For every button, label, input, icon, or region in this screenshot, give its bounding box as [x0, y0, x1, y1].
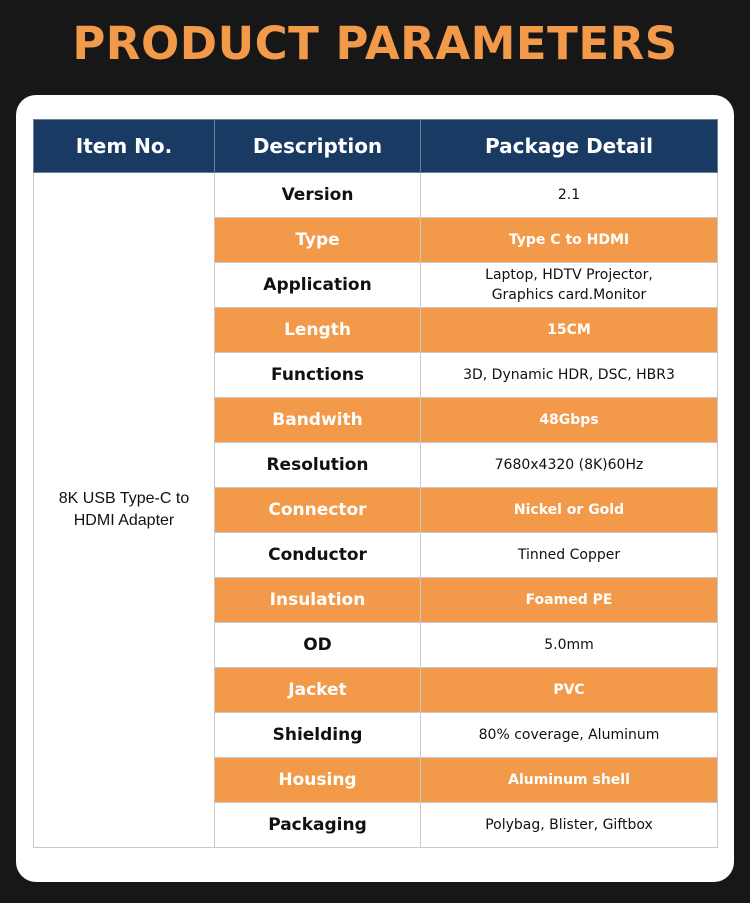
- param-name: Packaging: [215, 803, 421, 848]
- header-description: Description: [215, 120, 421, 173]
- param-value: PVC: [421, 668, 718, 713]
- table-row: [34, 173, 718, 218]
- param-name: Version: [215, 173, 421, 218]
- param-name: Functions: [215, 353, 421, 398]
- item-no-cell: 8K USB Type-C to HDMI Adapter: [34, 173, 215, 848]
- param-name: Resolution: [215, 443, 421, 488]
- param-value: Type C to HDMI: [421, 218, 718, 263]
- param-name: Connector: [215, 488, 421, 533]
- param-value: [421, 263, 718, 308]
- param-value-line: Laptop, HDTV Projector,: [485, 267, 653, 283]
- param-name: Insulation: [215, 578, 421, 623]
- param-name: Length: [215, 308, 421, 353]
- param-value: 5.0mm: [421, 623, 718, 668]
- table-header-row: [34, 120, 718, 173]
- header-package-detail: Package Detail: [421, 120, 718, 173]
- param-value: Foamed PE: [421, 578, 718, 623]
- param-value: 7680x4320 (8K)60Hz: [421, 443, 718, 488]
- param-value: Tinned Copper: [421, 533, 718, 578]
- param-value: 80% coverage, Aluminum: [421, 713, 718, 758]
- param-value: 48Gbps: [421, 398, 718, 443]
- param-name: Jacket: [215, 668, 421, 713]
- param-value: 3D, Dynamic HDR, DSC, HBR3: [421, 353, 718, 398]
- param-name: OD: [215, 623, 421, 668]
- param-name: Type: [215, 218, 421, 263]
- param-name: Conductor: [215, 533, 421, 578]
- param-name: Bandwith: [215, 398, 421, 443]
- param-value: 2.1: [421, 173, 718, 218]
- param-value-line: Graphics card.Monitor: [491, 287, 647, 303]
- parameters-table: [33, 119, 718, 848]
- param-value: 15CM: [421, 308, 718, 353]
- header-item-no: Item No.: [34, 120, 215, 173]
- param-name: Application: [215, 263, 421, 308]
- param-value: Nickel or Gold: [421, 488, 718, 533]
- param-value: Aluminum shell: [421, 758, 718, 803]
- page-title: PRODUCT PARAMETERS: [72, 17, 678, 70]
- param-name: Housing: [215, 758, 421, 803]
- param-value: Polybag, Blister, Giftbox: [421, 803, 718, 848]
- param-name: Shielding: [215, 713, 421, 758]
